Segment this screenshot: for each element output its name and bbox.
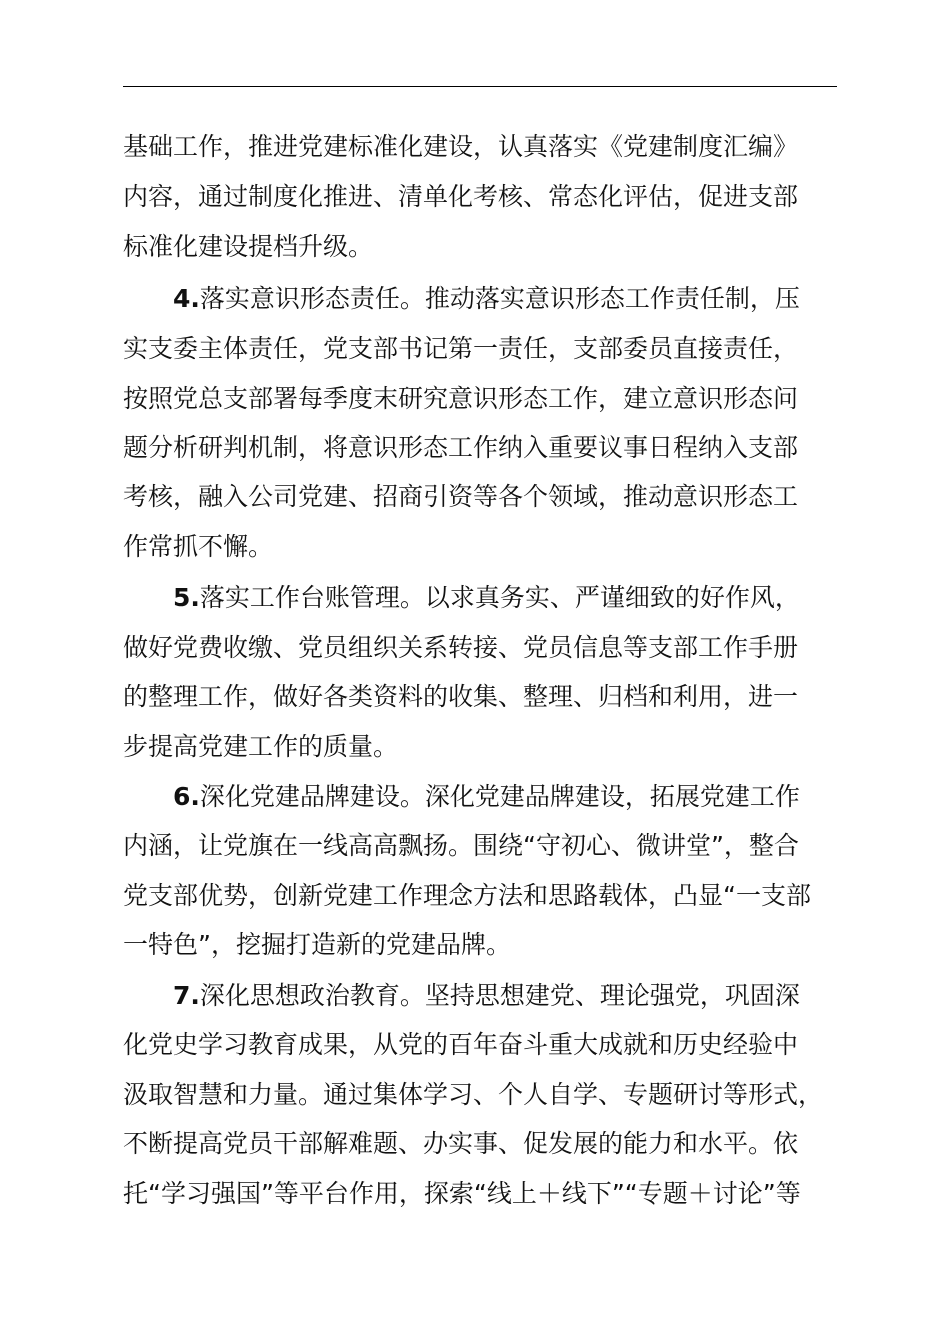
text-line: 步提高党建工作的质量。 bbox=[123, 732, 399, 761]
text-line: 内容，通过制度化推进、清单化考核、常态化评估，促进支部 bbox=[123, 182, 799, 211]
text-line: 实支委主体责任，党支部书记第一责任，支部委员直接责任， bbox=[123, 334, 799, 363]
text-line: 做好党费收缴、党员组织关系转接、党员信息等支部工作手册 bbox=[123, 633, 799, 662]
text-line: 化党史学习教育成果，从党的百年奋斗重大成就和历史经验中 bbox=[123, 1030, 799, 1059]
text-line: 不断提高党员干部解难题、办实事、促发展的能力和水平。依 bbox=[123, 1129, 799, 1158]
text-line: 基础工作，推进党建标准化建设，认真落实《党建制度汇编》 bbox=[123, 132, 799, 161]
text-line: 按照党总支部署每季度末研究意识形态工作，建立意识形态问 bbox=[123, 384, 799, 413]
text-line: 的整理工作，做好各类资料的收集、整理、归档和利用，进一 bbox=[123, 682, 799, 711]
text-line: 一特色”，挖掘打造新的党建品牌。 bbox=[123, 930, 511, 959]
text-line: 托“学习强国”等平台作用，探索“线上＋线下”“专题＋讨论”等 bbox=[123, 1179, 801, 1208]
paragraph-4-first-line bbox=[173, 284, 800, 314]
item-heading-text: 深化思想政治教育。坚持思想建党、理论强党，巩固深 bbox=[199, 981, 800, 1010]
text-line: 党支部优势，创新党建工作理念方法和思路载体，凸显“一支部 bbox=[123, 881, 811, 910]
item-number: 6. bbox=[173, 782, 200, 811]
paragraph-7-first-line bbox=[173, 981, 800, 1011]
item-number: 4. bbox=[173, 284, 200, 313]
item-number: 5. bbox=[173, 583, 200, 612]
item-heading-text: 深化党建品牌建设。深化党建品牌建设，拓展党建工作 bbox=[199, 782, 800, 811]
paragraph-5-first-line bbox=[173, 583, 800, 613]
header-rule bbox=[123, 86, 837, 87]
paragraph-6-first-line bbox=[173, 782, 800, 812]
item-heading-text: 落实意识形态责任。推动落实意识形态工作责任制，压 bbox=[199, 284, 800, 313]
text-line: 内涵，让党旗在一线高高飘扬。围绕“守初心、微讲堂”，整合 bbox=[123, 831, 799, 860]
text-line: 标准化建设提档升级。 bbox=[123, 232, 374, 261]
text-line: 作常抓不懈。 bbox=[123, 532, 274, 561]
item-number: 7. bbox=[173, 981, 200, 1010]
item-heading-text: 落实工作台账管理。以求真务实、严谨细致的好作风， bbox=[199, 583, 800, 612]
text-line: 汲取智慧和力量。通过集体学习、个人自学、专题研讨等形式， bbox=[123, 1080, 824, 1109]
text-line: 题分析研判机制，将意识形态工作纳入重要议事日程纳入支部 bbox=[123, 433, 799, 462]
text-line: 考核，融入公司党建、招商引资等各个领域，推动意识形态工 bbox=[123, 482, 799, 511]
